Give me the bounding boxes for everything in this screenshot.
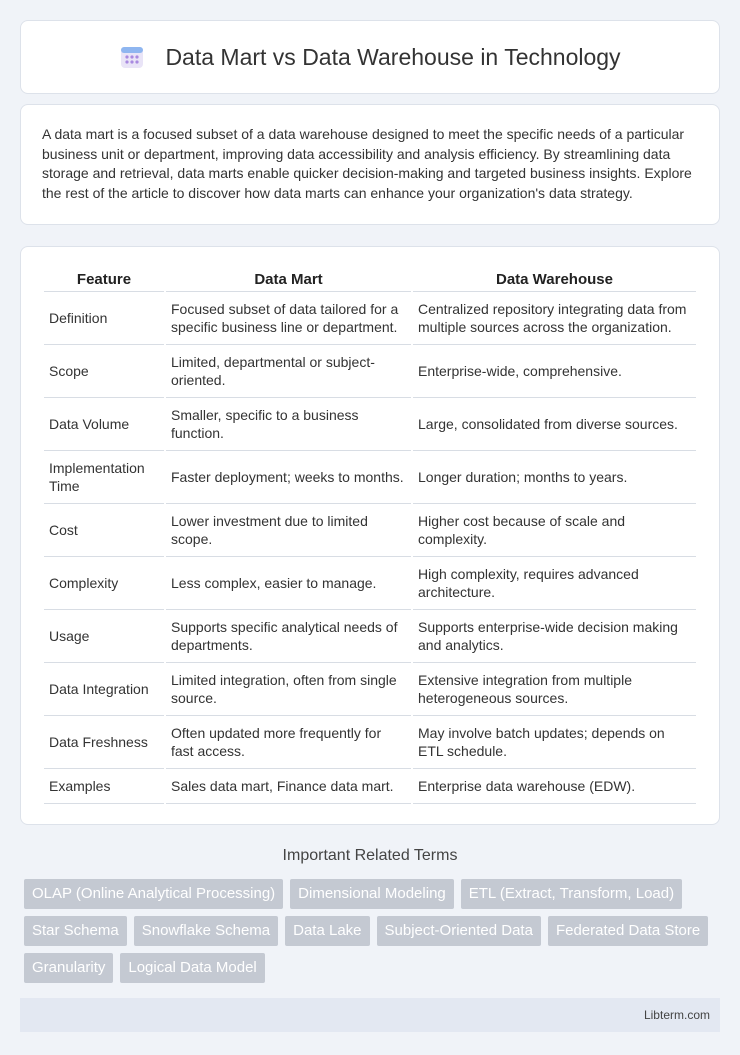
- table-row: [44, 769, 696, 804]
- cell-feature: Scope: [44, 345, 164, 398]
- cell-feature: Examples: [44, 769, 164, 804]
- column-header-feature: Feature: [44, 267, 164, 292]
- cell-data-mart: Supports specific analytical needs of departments.: [166, 610, 411, 663]
- cell-data-mart: Limited integration, often from single source.: [166, 663, 411, 716]
- comparison-table-card: [20, 246, 720, 825]
- column-header-data-warehouse: Data Warehouse: [413, 267, 696, 292]
- footer-brand: Libterm.com: [643, 1008, 710, 1022]
- table-row: [44, 504, 696, 557]
- cell-data-mart: Focused subset of data tailored for a specific business line or department.: [166, 292, 411, 345]
- table-row: [44, 557, 696, 610]
- cell-data-mart: Less complex, easier to manage.: [166, 557, 411, 610]
- table-row: [44, 716, 696, 769]
- page-header: [20, 20, 720, 94]
- column-header-data-mart: Data Mart: [166, 267, 411, 292]
- related-term-tag[interactable]: OLAP (Online Analytical Processing): [24, 879, 283, 909]
- cell-feature: Usage: [44, 610, 164, 663]
- related-term-tag[interactable]: Data Lake: [285, 916, 369, 946]
- table-header-row: [44, 267, 696, 292]
- related-term-tag[interactable]: Dimensional Modeling: [290, 879, 454, 909]
- cell-feature: Complexity: [44, 557, 164, 610]
- cell-data-warehouse: Centralized repository integrating data from multiple sources across the organization.: [413, 292, 696, 345]
- comparison-table: [42, 267, 698, 804]
- cell-data-warehouse: High complexity, requires advanced architecture.: [413, 557, 696, 610]
- table-row: [44, 451, 696, 504]
- cell-feature: Data Integration: [44, 663, 164, 716]
- cell-data-warehouse: Enterprise-wide, comprehensive.: [413, 345, 696, 398]
- intro-text: A data mart is a focused subset of a data warehouse designed to meet the specific needs of a particular business unit or department, improving data accessibility and analysis efficiency. By streamlining data storage and retrieval, data marts enable quicker decision-making and targeted business insights. Explore the rest of the article to discover how data marts can enhance your organization's data strategy.: [42, 126, 692, 201]
- page-title: Data Mart vs Data Warehouse in Technology: [165, 43, 621, 70]
- cell-data-warehouse: May involve batch updates; depends on ETL schedule.: [413, 716, 696, 769]
- cell-feature: Data Volume: [44, 398, 164, 451]
- table-row: [44, 610, 696, 663]
- table-row: [44, 398, 696, 451]
- cell-data-warehouse: Large, consolidated from diverse sources.: [413, 398, 696, 451]
- cell-data-mart: Often updated more frequently for fast access.: [166, 716, 411, 769]
- cell-data-warehouse: Longer duration; months to years.: [413, 451, 696, 504]
- cell-data-warehouse: Higher cost because of scale and complexity.: [413, 504, 696, 557]
- table-row: [44, 663, 696, 716]
- table-row: [44, 292, 696, 345]
- cell-feature: Definition: [44, 292, 164, 345]
- cell-feature: Cost: [44, 504, 164, 557]
- cell-data-warehouse: Supports enterprise-wide decision making and analytics.: [413, 610, 696, 663]
- related-term-tag[interactable]: Logical Data Model: [120, 953, 264, 983]
- cell-data-mart: Limited, departmental or subject-oriented.: [166, 345, 411, 398]
- related-terms-list: [20, 879, 720, 983]
- cell-feature: Implementation Time: [44, 451, 164, 504]
- cell-data-mart: Sales data mart, Finance data mart.: [166, 769, 411, 804]
- related-term-tag[interactable]: Star Schema: [24, 916, 127, 946]
- related-term-tag[interactable]: Granularity: [24, 953, 113, 983]
- cell-data-mart: Faster deployment; weeks to months.: [166, 451, 411, 504]
- related-term-tag[interactable]: Federated Data Store: [548, 916, 708, 946]
- related-term-tag[interactable]: Subject-Oriented Data: [377, 916, 541, 946]
- related-term-tag[interactable]: Snowflake Schema: [134, 916, 278, 946]
- table-row: [44, 345, 696, 398]
- footer: [20, 998, 720, 1032]
- related-terms-title: Important Related Terms: [282, 847, 458, 864]
- cell-data-warehouse: Extensive integration from multiple heterogeneous sources.: [413, 663, 696, 716]
- cell-data-mart: Smaller, specific to a business function.: [166, 398, 411, 451]
- cell-data-warehouse: Enterprise data warehouse (EDW).: [413, 769, 696, 804]
- calendar-grid-icon: [119, 44, 145, 70]
- related-term-tag[interactable]: ETL (Extract, Transform, Load): [461, 879, 682, 909]
- intro-section: [20, 104, 720, 225]
- cell-data-mart: Lower investment due to limited scope.: [166, 504, 411, 557]
- cell-feature: Data Freshness: [44, 716, 164, 769]
